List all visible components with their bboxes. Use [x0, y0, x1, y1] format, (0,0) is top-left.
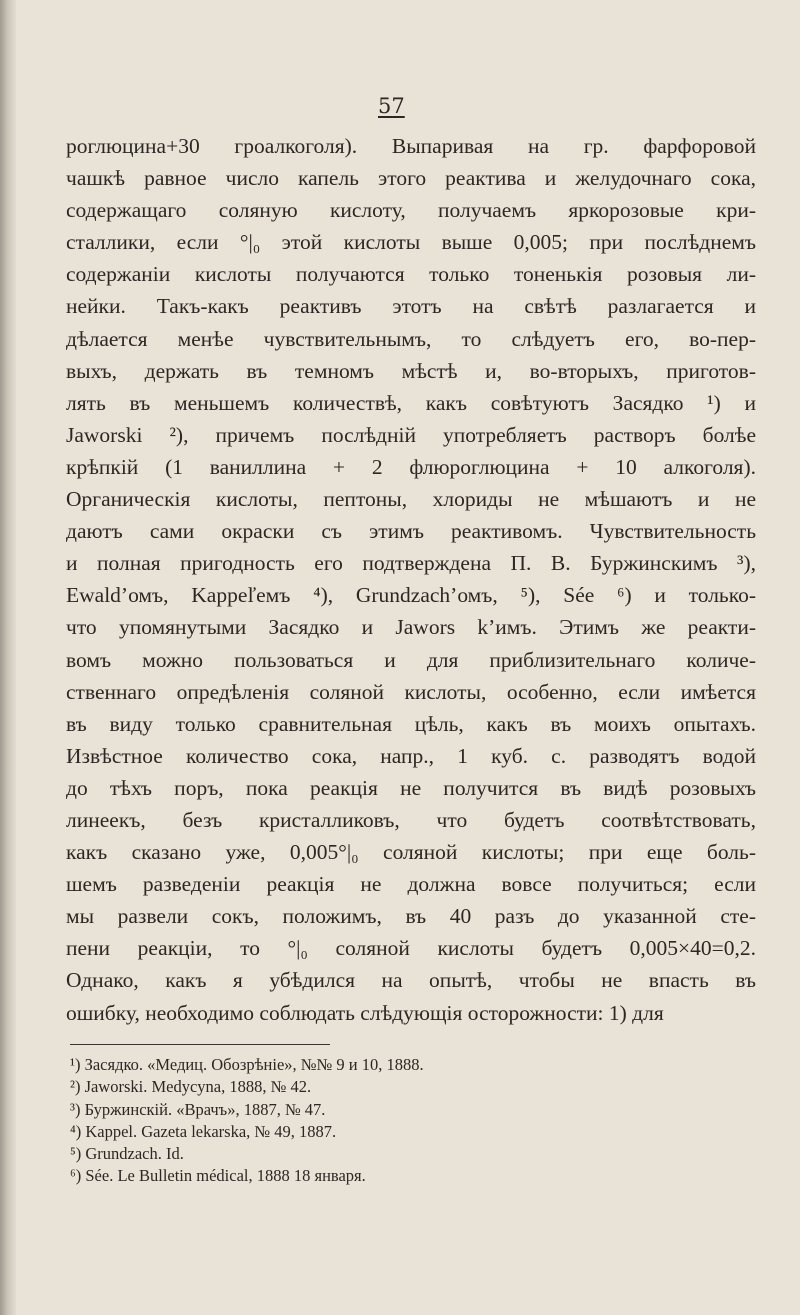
body-line: вомъ можно пользоваться и для приблизительнаго количе-: [66, 647, 756, 672]
body-line: роглюцина+30 гроалкоголя). Выпаривая на гр. фарфоровой: [66, 134, 756, 158]
body-line: мы развели сокъ, положимъ, въ 40 разъ до указанной сте-: [66, 904, 756, 929]
footnote: ⁴) Kappel. Gazeta lekarska, № 49, 1887.: [70, 1121, 337, 1141]
body-line: и полная пригодность его подтверждена П. В. Буржинскимъ ³),: [66, 551, 756, 576]
page-number: 57: [378, 94, 405, 118]
footnote: ⁵) Grundzach. Id.: [70, 1144, 184, 1164]
footnote: ¹) Засядко. «Медиц. Обозрѣніе», №№ 9 и 10, 1888.: [70, 1055, 424, 1074]
body-line: выхъ, держать въ темномъ мѣстѣ и, во-вторыхъ, приготов-: [66, 358, 756, 383]
footnote: ³) Буржинскій. «Врачъ», 1887, № 47.: [70, 1099, 326, 1119]
footnote: ²) Jaworski. Medycyna, 1888, № 42.: [70, 1077, 312, 1097]
body-line: Ewald’омъ, Kappeľемъ ⁴), Grundzach’омъ, ⁵), Sée ⁶) и только-: [66, 583, 756, 608]
body-line: содержаніи кислоты получаются только тоненькія розовыя ли-: [66, 262, 756, 287]
body-text: [66, 130, 756, 1029]
body-line: чашкѣ равное число капель этого реактива и желудочнаго сока,: [66, 166, 756, 191]
body-line: ошибку, необходимо соблюдать слѣдующія осторожности: 1) для: [66, 1000, 664, 1025]
body-line: содержащаго соляную кислоту, получаемъ яркорозовые кри-: [66, 198, 756, 223]
footnotes: [70, 1054, 690, 1188]
body-line: линеекъ, безъ кристалликовъ, что будетъ соотвѣтствовать,: [66, 807, 756, 832]
body-line: Однако, какъ я убѣдился на опытѣ, чтобы не впасть въ: [66, 968, 756, 993]
body-line: нейки. Такъ-какъ реактивъ этотъ на свѣтѣ разлагается и: [66, 294, 756, 319]
body-line: Органическія кислоты, пептоны, хлориды не мѣшаютъ и не: [66, 487, 756, 512]
body-line: сталлики, если °|₀ этой кислоты выше 0,005; при послѣднемъ: [66, 230, 756, 255]
body-line: какъ сказано уже, 0,005°|₀ соляной кислоты; при еще боль-: [66, 840, 756, 865]
body-line: ственнаго опредѣленія соляной кислоты, особенно, если имѣется: [66, 679, 756, 704]
body-line: шемъ разведеніи реакція не должна вовсе получиться; если: [66, 872, 756, 897]
body-line: крѣпкій (1 ваниллина + 2 флюроглюцина + 10 алкоголя).: [66, 454, 756, 479]
body-line: въ виду только сравнительная цѣль, какъ въ моихъ опытахъ.: [66, 711, 756, 736]
footnote: ⁶) Sée. Le Bulletin médical, 1888 18 января.: [70, 1166, 366, 1186]
body-line: до тѣхъ поръ, пока реакція не получится въ видѣ розовыхъ: [66, 775, 756, 800]
body-line: что упомянутыми Засядко и Jawors k’имъ. Этимъ же реакти-: [66, 615, 756, 640]
body-line: лять въ меньшемъ количествѣ, какъ совѣтуютъ Засядко ¹) и: [66, 390, 756, 415]
body-line: пени реакціи, то °|₀ соляной кислоты будетъ 0,005×40=0,2.: [66, 936, 756, 961]
book-binding-edge: [0, 0, 16, 1315]
body-line: дѣлается менѣе чувствительнымъ, то слѣдуетъ его, во-пер-: [66, 326, 756, 351]
body-line: Jaworski ²), причемъ послѣдній употребляетъ растворъ болѣе: [66, 422, 756, 447]
body-line: Извѣстное количество сока, напр., 1 куб. с. разводятъ водой: [66, 743, 756, 768]
body-line: даютъ сами окраски съ этимъ реактивомъ. Чувствительность: [66, 519, 756, 544]
footnote-separator: [70, 1044, 330, 1045]
